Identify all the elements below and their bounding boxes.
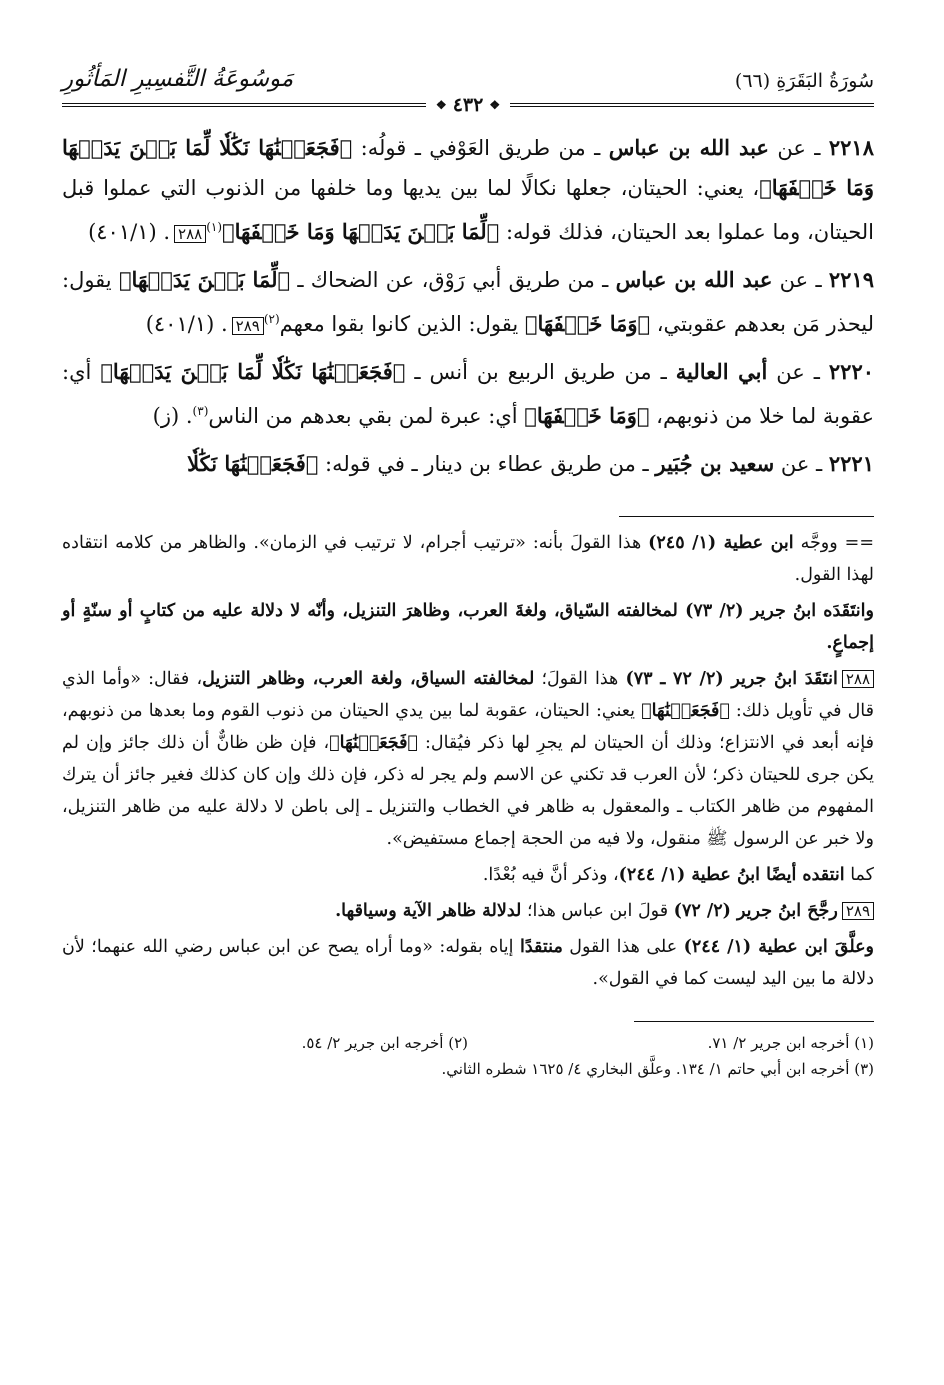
text-run: ـ عن <box>772 268 829 292</box>
bold-text: لمخالفته السياق، ولغة العرب، وظاهر التنزيل <box>202 669 535 689</box>
text-run: == ووجَّه <box>793 533 874 553</box>
commentary-paragraph <box>62 859 874 891</box>
surah-number: (٦٦) <box>734 70 771 92</box>
entry-number: ٢٢٢٠ <box>828 359 875 384</box>
text-run: ـ من طريق أبي رَوْق، عن الضحاك ـ <box>290 268 616 292</box>
entry-number: ٢٢١٩ <box>828 267 875 292</box>
quran-quote: ﴿فَجَعَلۡنَٰهَا نَكَٰلٗا لِّمَا بَيۡنَ يَدَيۡهَا وَمَا خَلۡفَهَا﴾ <box>62 135 874 200</box>
surah-title: سُورَةُ البَقَرَةِ <box>776 70 874 92</box>
text-run: ـ من طريق عطاء بن دينار ـ في قوله: <box>318 452 656 476</box>
bold-text: أبي العالية <box>675 359 768 384</box>
footnote-1: (١) أخرجه ابن جرير ٢/ ٧١. <box>707 1034 874 1052</box>
footnote-ref: (٣) <box>192 404 209 418</box>
narration-entry <box>62 128 874 252</box>
running-header <box>62 48 874 92</box>
narration-entry <box>62 444 874 484</box>
text-run: ، وذكر أنَّ فيه بُعْدًا. <box>482 865 619 885</box>
quran-quote: ﴿فَجَعَلۡنَٰهَا﴾ <box>641 701 730 721</box>
rule-line-left <box>62 103 426 107</box>
commentary-paragraph <box>62 527 874 591</box>
note-ref-box: ٢٨٨ <box>174 225 206 243</box>
text-run: ، فإن ظن ظانٌّ أن ذلك جائز وإن لم يكن جرى للحيتان ذكر؛ لأن العرب قد تكني عن الاسم ولم يجر له ذكر، فإن ذلك وإن كان كذلك فغير جائز أن يترك المفهوم من ظاهر الكتاب ـ والمعقول به ظاهر في الخطاب والتنزيل ـ إلى باطن لا دلالة عليه من ظاهر التنزيل، ولا خبر عن الرسول ﷺ منقول، ولا فيه من الحجة إجماع مستفيض». <box>62 733 874 849</box>
footnote-ref: (١) <box>206 220 223 234</box>
text-run: ، فقال: «وأما الذي قال في تأويل ذلك: <box>62 669 874 721</box>
book-page <box>62 48 874 1082</box>
quran-quote: ﴿لِّمَا بَيۡنَ يَدَيۡهَا﴾ <box>118 267 291 292</box>
main-text <box>62 128 874 484</box>
text-run: كما <box>844 865 874 885</box>
quran-quote: ﴿وَمَا خَلۡفَهَا﴾ <box>524 311 651 336</box>
rule-line-right <box>510 103 874 107</box>
footnote-separator <box>634 1021 874 1022</box>
entry-number: ٢٢٢١ <box>828 451 874 476</box>
bold-text: لدلالة ظاهر الآية وسياقها. <box>335 901 522 921</box>
text-run: يعني: الحيتان، عقوبة لما بين يدي الحيتان من ذنوب القوم وما بعدها من ذنوبهم، فإنه أبعد في الانتزاع؛ وذلك أن الحيتان لم يجرِ لها ذكر فيُقال: <box>62 701 875 753</box>
commentary-notes <box>62 527 874 995</box>
text-run: ـ عن <box>774 452 829 476</box>
text-run: يقول: الذين كانوا بقوا معهم <box>279 312 525 336</box>
text-run: إياه بقوله: «وما أراه يصح عن ابن عباس رضي الله عنهما؛ لأن دلالة ما بين اليد ليست كما في القول». <box>62 937 874 989</box>
ornament-icon: ❖ <box>435 98 447 112</box>
footnote-ref: (٢) <box>263 312 280 326</box>
text-run: ـ عن <box>768 136 829 160</box>
commentary-paragraph <box>62 895 874 927</box>
footnotes <box>62 1030 874 1082</box>
quran-quote: ﴿فَجَعَلۡنَٰهَا﴾ <box>329 733 418 753</box>
bold-text: عبد الله بن عباس <box>608 135 769 160</box>
footnote-row <box>62 1030 874 1056</box>
notes-separator <box>619 516 874 517</box>
bold-text: عبد الله بن عباس <box>615 267 773 292</box>
bold-text: انتقده أيضًا ابنُ عطية (١/ ٢٤٤) <box>618 865 845 885</box>
note-ref-box: ٢٨٩ <box>842 902 874 920</box>
quran-quote: ﴿وَمَا خَلۡفَهَا﴾ <box>524 403 650 428</box>
bold-text: انتَقَدَ ابنُ جرير (٢/ ٧٢ ـ ٧٣) <box>625 669 838 689</box>
note-ref-box: ٢٨٩ <box>232 317 264 335</box>
surah-heading <box>735 70 874 92</box>
text-run: ـ من طريق العَوْفي ـ قولُه: <box>352 136 609 160</box>
ornament-icon: ❖ <box>489 98 501 112</box>
text-run: هذا القولَ بأنه: «ترتيب أجرام، لا ترتيب في الزمان». والظاهر من كلامه انتقاده لهذا القول. <box>62 533 874 585</box>
text-run: أي: عبرة لمن بقي بعدهم من الناس <box>208 404 525 428</box>
text-run: ـ من طريق الربيع بن أنس ـ <box>405 360 676 384</box>
text-run: أي: عقوبة لما خلا من ذنوبهم، <box>62 360 874 428</box>
text-run: يقول: ليحذر مَن بعدهم عقوبتي، <box>62 268 874 336</box>
text-run: قولَ ابن عباس هذا؛ <box>521 901 674 921</box>
commentary-paragraph <box>62 595 874 659</box>
narration-entry <box>62 352 874 436</box>
commentary-paragraph <box>62 931 874 995</box>
text-run: . (٤٠١/١) <box>145 312 228 336</box>
text-run: . (٤٠١/١) <box>88 220 171 244</box>
footnote-3: (٣) أخرجه ابن أبي حاتم ١/ ١٣٤. وعلَّق البخاري ٤/ ١٦٢٥ شطره الثاني. <box>441 1060 874 1078</box>
commentary-paragraph <box>62 663 874 855</box>
narration-entry <box>62 260 874 344</box>
bold-text: وعلَّقَ ابن عطية (١/ ٢٤٤) <box>683 937 875 957</box>
bold-text: وانتَقَدَه ابنُ جرير (٢/ ٧٣) لمخالفته السّياق، ولغةَ العرب، وظاهرَ التنزيل، وأنّه لا دلالة عليه من كتابٍ أو سنّةٍ أو إجماعٍ. <box>62 601 874 653</box>
bold-text: منتقدًا <box>519 937 563 957</box>
text-run: . (ز) <box>152 404 193 428</box>
text-run: ، يعني: الحيتان، جعلها نكالًا لما بين يديها وما خلفها من الذنوب التي عملوا قبل الحيتان، وما عملوا بعد الحيتان، فذلك قوله: <box>62 176 874 244</box>
quran-quote: ﴿فَجَعَلۡنَٰهَا نَكَٰلٗا <box>187 451 319 476</box>
book-title: مَوسُوعَةُ التَّفسِيرِ المَأثُورِ <box>62 66 294 92</box>
entry-number: ٢٢١٨ <box>828 135 874 160</box>
page-number-group <box>432 94 504 116</box>
bold-text: رجَّحَ ابنُ جرير (٢/ ٧٢) <box>673 901 838 921</box>
note-ref-box: ٢٨٨ <box>842 670 874 688</box>
quran-quote: ﴿لِّمَا بَيۡنَ يَدَيۡهَا وَمَا خَلۡفَهَا﴾ <box>222 219 500 244</box>
header-rule <box>62 96 874 114</box>
bold-text: سعيد بن جُبَير <box>655 451 775 476</box>
page-number: ٤٣٢ <box>452 94 484 116</box>
text-run: على هذا القول <box>562 937 684 957</box>
bold-text: ابن عطية (١/ ٢٤٥) <box>648 533 794 553</box>
quran-quote: ﴿فَجَعَلۡنَٰهَا نَكَٰلٗا لِّمَا بَيۡنَ يَدَيۡهَا﴾ <box>100 359 406 384</box>
footnote-2: (٢) أخرجه ابن جرير ٢/ ٥٤. <box>301 1034 468 1052</box>
text-run: هذا القولَ؛ <box>534 669 626 689</box>
text-run: ـ عن <box>767 360 829 384</box>
